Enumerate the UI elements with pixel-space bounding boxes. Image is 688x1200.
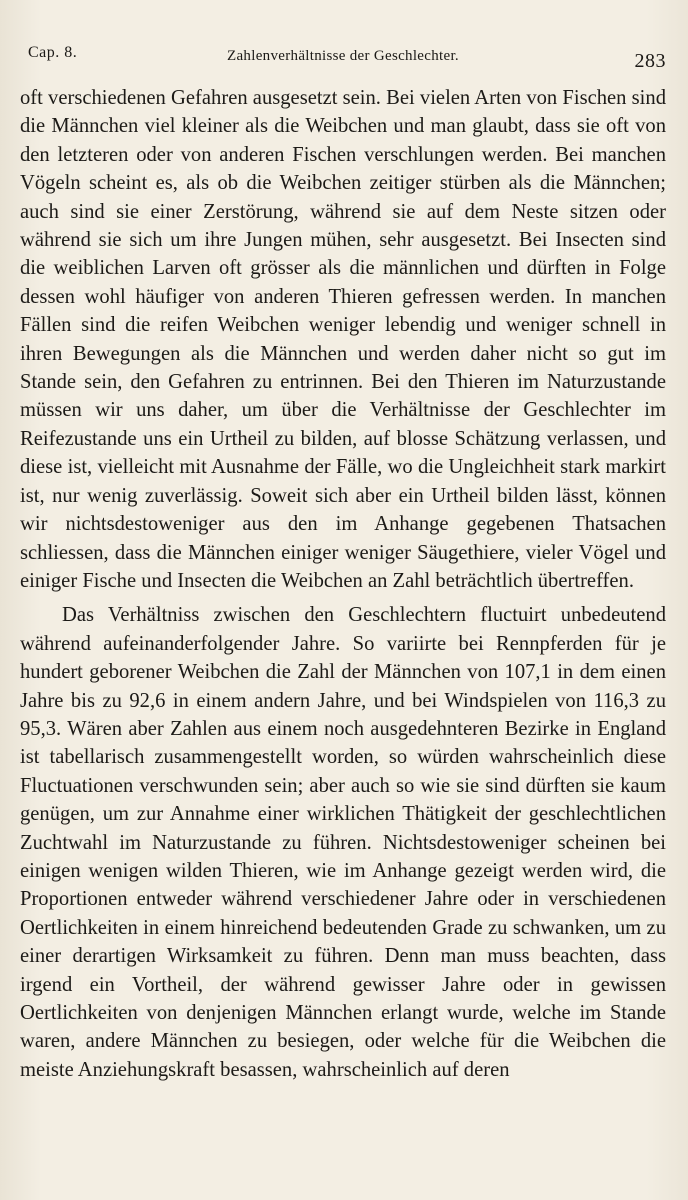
body-text bbox=[20, 84, 666, 1084]
running-title: Zahlenverhältnisse der Geschlechter. bbox=[227, 48, 459, 64]
chapter-label: Cap. 8. bbox=[28, 44, 78, 61]
paragraph-2: Das Verhältniss zwischen den Geschlechtern fluctuirt unbedeutend während aufeinanderfolgender Jahre. So variirte bei Rennpferden für je hundert geborener Weibchen die Zahl der Männchen von 107,1 in dem einen Jahre bis zu 92,6 in einem andern Jahre, und bei Windspielen von 116,3 zu 95,3. Wären aber Zahlen aus einem noch ausgedehnteren Bezirke in England ist tabellarisch zusammengestellt worden, so würden wahrscheinlich diese Fluctuationen verschwunden sein; aber auch so wie sie sind dürften sie kaum genügen, um zur Annahme einer wirklichen Thätigkeit der geschlechtlichen Zuchtwahl im Naturzustande zu führen. Nichtsdestoweniger scheinen bei einigen wenigen wilden Thieren, wie im Anhange gezeigt werden wird, die Proportionen entweder während verschiedener Jahre oder in verschiedenen Oertlichkeiten in einem hinreichend bedeutenden Grade zu schwanken, um zu einer derartigen Wirksamkeit zu führen. Denn man muss beachten, dass irgend ein Vortheil, der während gewisser Jahre oder in gewissen Oertlichkeiten von denjenigen Männchen erlangt wurde, welche im Stande waren, andere Männchen zu besiegen, oder welche für die Weibchen die meiste Anziehungskraft besassen, wahrscheinlich auf deren bbox=[20, 604, 666, 1081]
running-head bbox=[20, 38, 666, 84]
page-number: 283 bbox=[634, 50, 666, 72]
paragraph-1: oft verschiedenen Gefahren ausgesetzt sein. Bei vielen Arten von Fischen sind die Männchen viel kleiner als die Weibchen und man glaubt, dass sie oft von den letzteren oder von anderen Fischen verschlungen werden. Bei manchen Vögeln scheint es, als ob die Weibchen zeitiger stürben als die Männchen; auch sind sie einer Zerstörung, während sie auf dem Neste sitzen oder während sie sich um ihre Jungen mühen, sehr ausgesetzt. Bei Insecten sind die weiblichen Larven oft grösser als die männlichen und dürften in Folge dessen wohl häufiger von anderen Thieren gefressen werden. In manchen Fällen sind die reifen Weibchen weniger lebendig und weniger schnell in ihren Bewegungen als die Männchen und werden daher nicht so gut im Stande sein, den Gefahren zu entrinnen. Bei den Thieren im Naturzustande müssen wir uns daher, um über die Verhältnisse der Geschlechter im Reifezustande uns ein Urtheil zu bilden, auf blosse Schätzung verlassen, und diese ist, vielleicht mit Ausnahme der Fälle, wo die Ungleichheit stark markirt ist, nur wenig zuverlässig. Soweit sich aber ein Urtheil bilden lässt, können wir nichtsdestoweniger aus den im Anhange gegebenen Thatsachen schliessen, dass die Männchen einiger weniger Säugethiere, vieler Vögel und einiger Fische und Insecten die Weibchen an Zahl beträchtlich übertreffen. bbox=[20, 87, 666, 592]
